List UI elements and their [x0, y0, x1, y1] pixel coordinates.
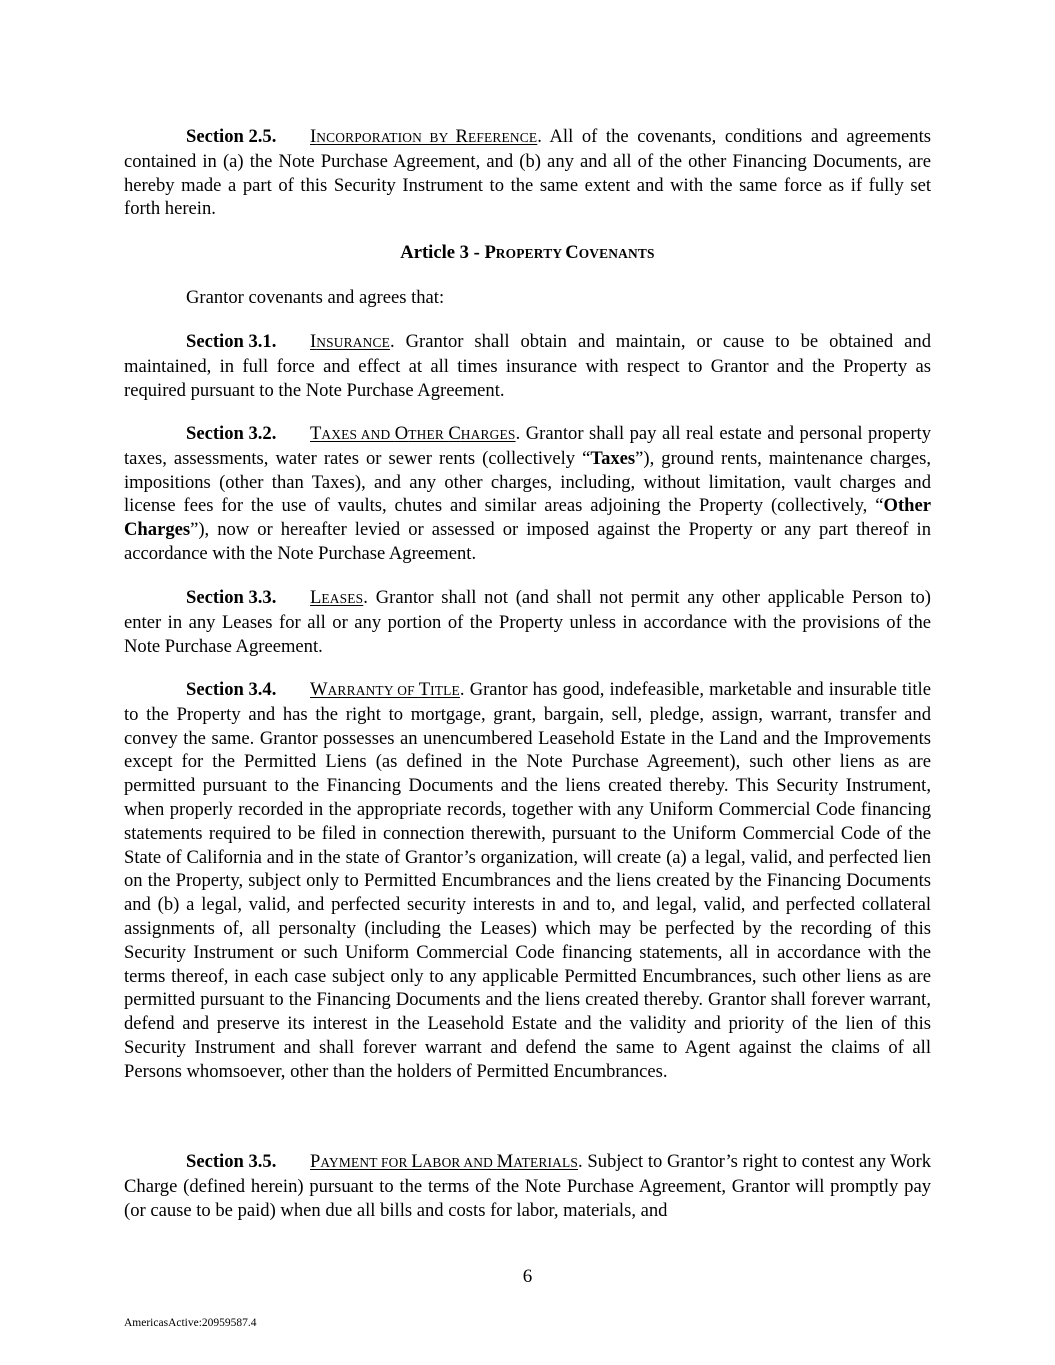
article-intro: Grantor covenants and agrees that:	[186, 287, 445, 308]
document-id-footer: AmericasActive:20959587.4	[124, 1317, 257, 1329]
section-body: . Grantor shall not (and shall not permit any other applicable Person to) enter in any Leases for all or any portion of the Property unless in accordance with the provisions of the Note Purchase Agreement.	[124, 587, 931, 657]
defined-term-other-charges: Other Charges	[124, 495, 931, 541]
section-label: Section 3.2.	[186, 423, 277, 444]
section-body: . Grantor shall obtain and maintain, or cause to be obtained and maintained, in full force and effect at all times insurance with respect to Grantor and the Property as required pursuant to the Note Purchase Agreement.	[124, 331, 931, 401]
section-3-3	[124, 586, 931, 658]
section-heading: INCORPORATION BY REFERENCE	[310, 126, 538, 147]
section-label: Section 3.3.	[186, 587, 277, 608]
section-body: . Grantor has good, indefeasible, marketable and insurable title to the Property and has the right to mortgage, grant, bargain, sell, pledge, assign, warrant, transfer and convey the same. Grantor possesses an unencumbered Leasehold Estate in the Land and the Improvements except for the Permitted Liens (as defined in the Note Purchase Agreement), such other liens as are permitted pursuant to the Financing Documents and the liens created thereby. This Security Instrument, when properly recorded in the appropriate records, together with any Uniform Commercial Code financing statements required to be filed in connection therewith, pursuant to the Uniform Commercial Code of the State of California and in the state of Grantor’s organization, will create (a) a legal, valid, and perfected lien on the Property, subject only to Permitted Encumbrances and the liens created by the Financing Documents and (b) a legal, valid, and perfected security interests in and to, and legal, valid, and perfected collateral assignments of, all personalty (including the Leases) which may be perfected by the recording of this Security Instrument or such Uniform Commercial Code financing statements, all in accordance with the terms thereof, in each case subject only to any applicable Permitted Encumbrances, such other liens as are permitted pursuant to the Financing Documents and the liens created thereby. Grantor shall forever warrant, defend and preserve its interest in the Leasehold Estate and the validity and priority of the lien of this Security Instrument and shall forever warrant and defend the same to Agent against the claims of all Persons whomsoever, other than the holders of Permitted Encumbrances.	[124, 679, 931, 1082]
section-3-2: Section 3.2. TAXES AND OTHER CHARGES. Grantor shall pay all real estate and personal property taxes, assessments, water rates or sewer rents (collectively “Taxes”), ground rents, maintenance charges, impositions (other than Taxes), and any other charges, including, without limitation, vault charges and license fees for the use of vaults, chutes and similar areas adjoining the Property (collectively, “Other Charges”), now or hereafter levied or assessed or imposed against the Property or any part thereof in accordance with the Note Purchase Agreement.	[124, 423, 932, 564]
section-body: . All of the covenants, conditions and agreements contained in (a) the Note Purchase Agreement, and (b) any and all of the other Financing Documents, are hereby made a part of this Security Instrument to the same extent and with the same force as if fully set forth herein.	[124, 126, 931, 220]
article-heading: Article 3 - PROPERTY COVENANTS	[400, 242, 655, 263]
section-label: Section 3.5.	[186, 1151, 277, 1172]
section-heading: TAXES AND OTHER CHARGES	[310, 423, 516, 444]
defined-term-taxes: Taxes	[590, 447, 636, 469]
section-3-4	[124, 678, 931, 1084]
section-label: Section 3.4.	[186, 679, 277, 700]
section-label: Section 3.1.	[186, 331, 277, 352]
section-label: Section 2.5.	[186, 126, 277, 147]
section-heading: PAYMENT FOR LABOR AND MATERIALS	[310, 1151, 579, 1172]
section-2-5	[124, 125, 931, 221]
page-number: 6	[522, 1266, 533, 1287]
section-heading: INSURANCE	[310, 331, 390, 352]
section-3-1	[124, 330, 931, 402]
section-heading: LEASES	[310, 587, 364, 608]
section-heading: WARRANTY OF TITLE	[310, 679, 460, 700]
section-3-5	[124, 1150, 931, 1222]
section-body: . Subject to Grantor’s right to contest any Work Charge (defined herein) pursuant to the terms of the Note Purchase Agreement, Grantor will promptly pay (or cause to be paid) when due all bills and costs for labor, materials, and	[124, 1151, 932, 1221]
